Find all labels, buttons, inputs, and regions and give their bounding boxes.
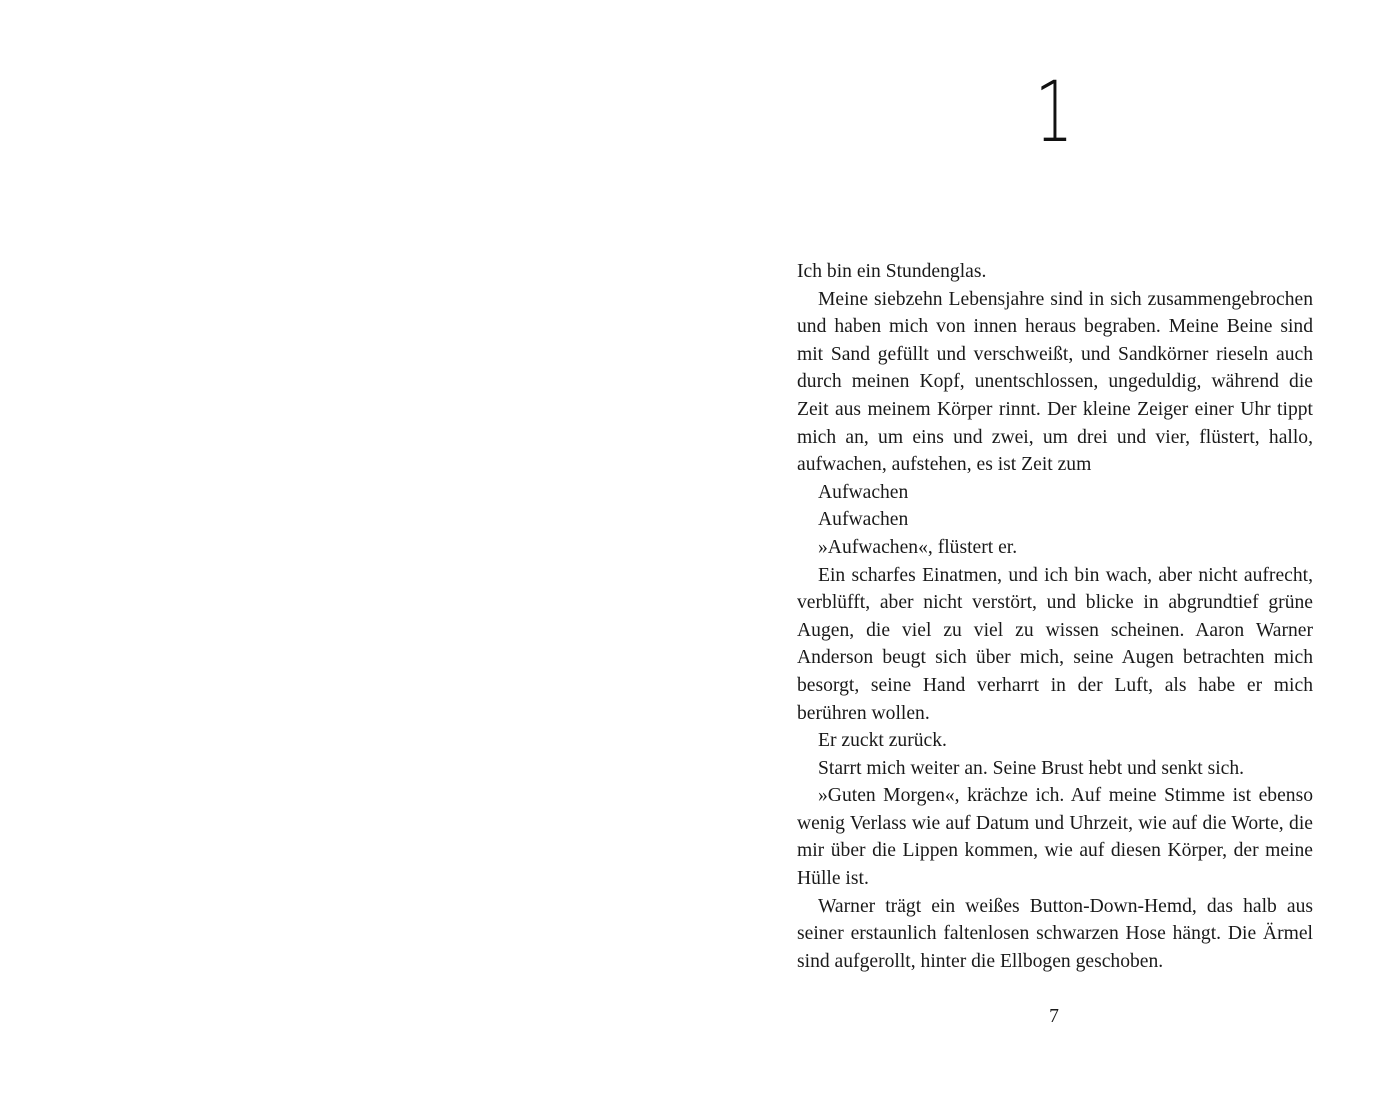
page-number: 7 — [1049, 1006, 1059, 1027]
paragraph: Aufwachen — [818, 509, 909, 531]
paragraph: Aufwachen — [818, 481, 909, 503]
paragraph: Starrt mich weiter an. Seine Brust hebt und senkt sich. — [818, 757, 1245, 779]
body-text — [797, 258, 1313, 975]
paragraph: Ich bin ein Stundenglas. — [797, 261, 987, 282]
paragraph: Er zuckt zurück. — [818, 730, 947, 752]
chapter-number: 1 — [1034, 63, 1074, 161]
paragraph: Warner trägt ein weißes Button-Down-Hemd, das halb aus seiner erstaunlich faltenlosen schwarzen Hose hängt. Die Ärmel sind aufgerollt, hinter die Ellbogen geschoben. — [797, 895, 1313, 972]
paragraph: Ein scharfes Einatmen, und ich bin wach, aber nicht aufrecht, verblüfft, aber nicht verstört, und blicke in abgrundtief grüne Augen, die viel zu viel zu wissen scheinen. Aaron Warner Anderson beugt sich über mich, seine Augen betrachten mich besorgt, seine Hand verharrt in der Luft, als habe er mich berühren wollen. — [797, 564, 1313, 724]
right-page — [697, 0, 1394, 1104]
paragraph: »Guten Morgen«, krächze ich. Auf meine Stimme ist ebenso wenig Verlass wie auf Datum und Uhrzeit, wie auf die Worte, die mir über die Lippen kommen, wie auf diesen Körper, der meine Hülle ist. — [797, 785, 1313, 890]
paragraph: Meine siebzehn Lebensjahre sind in sich zusammengebrochen und haben mich von innen heraus begraben. Meine Beine sind mit Sand gefüllt und verschweißt, und Sandkörner rieseln auch durch meinen Kopf, unentschlossen, ungeduldig, während die Zeit aus meinem Körper rinnt. Der kleine Zeiger einer Uhr tippt mich an, um eins und zwei, um drei und vier, flüstert, hallo, aufwachen, aufstehen, es ist Zeit zum — [797, 288, 1313, 476]
paragraph: »Aufwachen«, flüstert er. — [818, 536, 1018, 558]
